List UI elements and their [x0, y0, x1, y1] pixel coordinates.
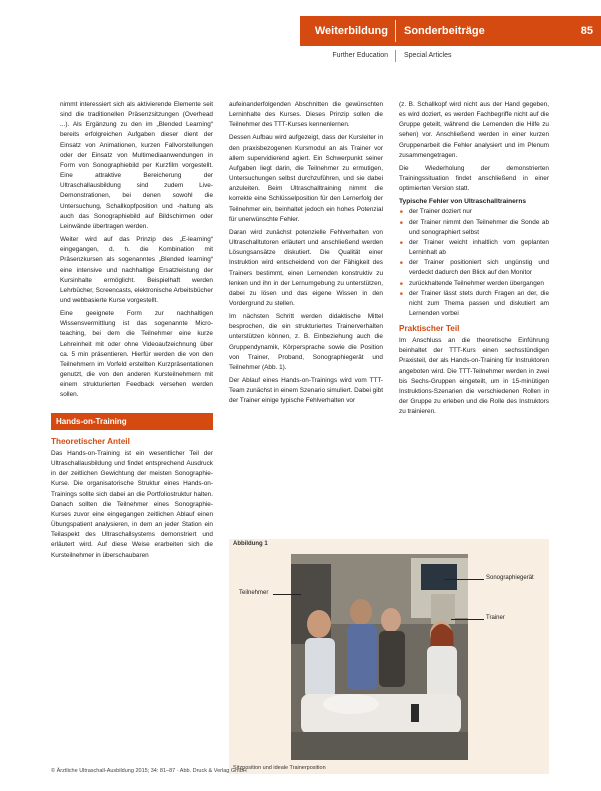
subsection-heading: Praktischer Teil	[399, 324, 460, 334]
page-number: 85	[580, 25, 593, 37]
paragraph: Dessen Aufbau wird aufgezeigt, dass der Kursleiter in den praxisbezogenen Kursmodul an als Trainer vor allem supervidierend agiert. Ein Schwerpunkt seiner Aufgaben liegt darin, die Teilnehmer zu ermutigen, Untersuchungen selbst durchzuführen, und sie dabei anzuleiten. Beim Ultraschalltraining nimmt die korrekte eine Schlüsselposition für den Lernerfolg der Teilnehmer ein, beinhaltet jedoch ein hohes Potenzial für unerwünschte Fehler.	[229, 134, 383, 223]
paragraph: aufeinanderfolgenden Abschnitten die gewünschten Lerninhalte des Kurses. Dieses Prinzip sollen die Teilnehmer des TTT-Kurses kennenlernen.	[229, 101, 383, 129]
paragraph: Im Anschluss an die theoretische Einführung beinhaltet der TTT-Kurs einen sechsstündigen Praxisteil, der als Hands-on-Training für Instruktoren angeboten wird. Die TTT-Teilnehmer werden in zwei bis Sechs-Gruppen eingeteilt, um in 15-minütigen Instruktions-Szenarien die verschiedenen Rollen in der Gruppe zu erleben und die Rolle des Instruktors zu trainieren.	[399, 337, 549, 416]
figure-caption: Sitzposition und ideale Trainerposition	[233, 765, 326, 771]
figure-caption-title: Abbildung 1	[233, 541, 268, 547]
column-right	[399, 100, 549, 420]
subsection-heading: Theoretischer Anteil	[51, 437, 130, 446]
subheader-divider	[395, 50, 396, 62]
section-right-label: Sonderbeiträge	[404, 25, 485, 37]
training-photo	[291, 554, 468, 760]
label-trainer: Trainer	[486, 615, 505, 621]
leader-line	[451, 619, 484, 620]
figure-1	[229, 539, 549, 774]
section-bar-hands-on	[51, 413, 213, 430]
paragraph: Weiter wird auf das Prinzip des „E-learning“ eingegangen, d. h. die Kombination mit Präsenzkursen als sogenanntes „Blended learning“ eine intensive und nachhaltige Ersatzleistung der Kursinhalte ermöglicht. Beispielhaft werden Lehrbücher, Screencasts, elektronische Arbeitsbücher und webbasierte Kurse vorgestellt.	[60, 236, 213, 304]
leader-line	[273, 594, 301, 595]
subsection-left-label: Further Education	[332, 52, 388, 59]
paragraph: Eine geeignete Form zur nachhaltigen Wissensvermittlung ist das sogenannte Micro-teaching, bei dem die Teilnehmer eine kurze Lehreinheit mit oder ohne Videoaufzeichnung über ca. 5 min präsentieren. Hierfür werden die von den Teilnehmern im Vorfeld erstellten Kurzpräsentationen genutzt, die von den anderen Kursteilnehmern mit einem strukturierten Feedback versehen werden sollen.	[60, 310, 213, 399]
training-photo-illustration	[291, 554, 468, 760]
list-item: ■ der Trainer lässt stets durch Fragen an der, die nicht zum Thema passen und diskutiert am Lernenden vorbei	[399, 289, 549, 319]
error-list	[399, 207, 549, 319]
list-item: ■ der Trainer doziert nur	[399, 207, 549, 217]
leader-line	[444, 579, 484, 580]
label-participant: Teilnehmer	[239, 590, 269, 596]
paragraph: Die Wiederholung der demonstrierten Trainingssituation findet anschließend in einer optimierten Version statt.	[399, 164, 549, 193]
list-item: ■ der Trainer nimmt den Teilnehmer die Sonde ab und sonographiert selbst	[399, 218, 549, 238]
column-left-lower	[51, 436, 213, 564]
header-divider	[395, 20, 396, 42]
paragraph: Der Ablauf eines Hands-on-Trainings wird vom TTT-Team zunächst in einem Szenario simuliert. Dabei gibt der Trainer einige typische Fehlverhalten vor	[229, 377, 383, 405]
section-bar-title: Hands-on-Training	[56, 417, 127, 426]
list-title: Typische Fehler von Ultraschalltrainerns	[399, 198, 527, 206]
footer-copyright: © Ärztliche Ultraschall-Ausbildung 2015; 34: 81–87 · Abb. Druck & Verlag GmbH	[51, 768, 247, 774]
column-middle	[229, 100, 383, 410]
paragraph: Im nächsten Schritt werden didaktische Mittel besprochen, die ein strukturiertes Trainerverhalten unterstützen können, z. B. Einbeziehung auch die Gruppendynamik, Körpersprache sowie die Position von Trainer, Proband, Sonographiegerät und Teilnehmer (Abb. 1).	[229, 313, 383, 371]
section-left-label: Weiterbildung	[314, 25, 388, 37]
header-bar	[300, 16, 601, 46]
list-item: ■ zurückhaltende Teilnehmer werden übergangen	[399, 279, 549, 289]
list-item: ■ der Trainer weicht inhaltlich vom geplanten Lerninhalt ab	[399, 238, 549, 258]
list-item: ■ der Trainer positioniert sich ungünstig und verdeckt dadurch den Blick auf den Monitor	[399, 258, 549, 278]
column-left	[60, 100, 213, 404]
paragraph: Das Hands-on-Training ist ein wesentlicher Teil der Ultraschallausbildung und findet entsprechend Ausdruck in der zeitlichen Gewichtung der meisten Sonographie-Kurse. Die organisatorische Struktur eines Hands-on-Trainings sollte sich dabei an die Portfoliostruktur halten. Danach sollten die Teilnehmer eines Sonographie-Kurses zuvor eine eingegangen zeitlichen Ablauf einen Übungspatient analysieren, in dem an jeder Station ein Teilaspekt des Ultraschallsystems demonstriert und erläutert wird. Auf diese Weise erarbeiten sich die Kursteilnehmer in überschaubaren	[51, 450, 213, 559]
paragraph: Daran wird zunächst potenzielle Fehlverhalten von Ultraschalltutoren erläutert und anschließend werden Lösungsansätze diskutiert. Die Qualität einer Instruktion wird entscheidend von der Fähigkeit des Trainers bestimmt, einen Lernenden konstruktiv zu lenken und ihn in der Lernumgebung zu unterstützen, dabei zu lösen und das eigene Wissen in den Vordergrund zu stellen.	[229, 228, 383, 307]
label-ultrasound-device: Sonographiegerät	[486, 575, 534, 581]
paragraph: nimmt interessiert sich als aktivierende Elemente seit sind die traditionellen Präsenzsitzungen (Overhead ...). Als Ergänzung zu den im „Blended Learning“ bereits erfolgreichen Aufgaben dieser dient der Einsatz von Animationen, kurzen Fallvorstellungen oder der Einsatz von Multimediaanwendungen in Form von Sonographiebild per Kurzfilm vorgestellt. Eine attraktive Bereicherung der Ultraschallausbildung sind zudem Live-Demonstrationen, bei denen sowohl die Untersuchung, Schallkopfposition und -haltung als auch das Sonographiebild auf Bildschirmen oder Leinwände übertragen werden.	[60, 101, 213, 230]
subsection-right-label: Special Articles	[404, 52, 452, 59]
paragraph: (z. B. Schallkopf wird nicht aus der Hand gegeben, es wird doziert, es werden Fachbegriffe nicht auf die Gruppe geteilt, während die Lernenden die Hilfe zu sehen) vor. Anschließend werden in einer kurzen Gruppenarbeit die Fehler analysiert und im Plenum zusammengetragen.	[399, 101, 549, 159]
